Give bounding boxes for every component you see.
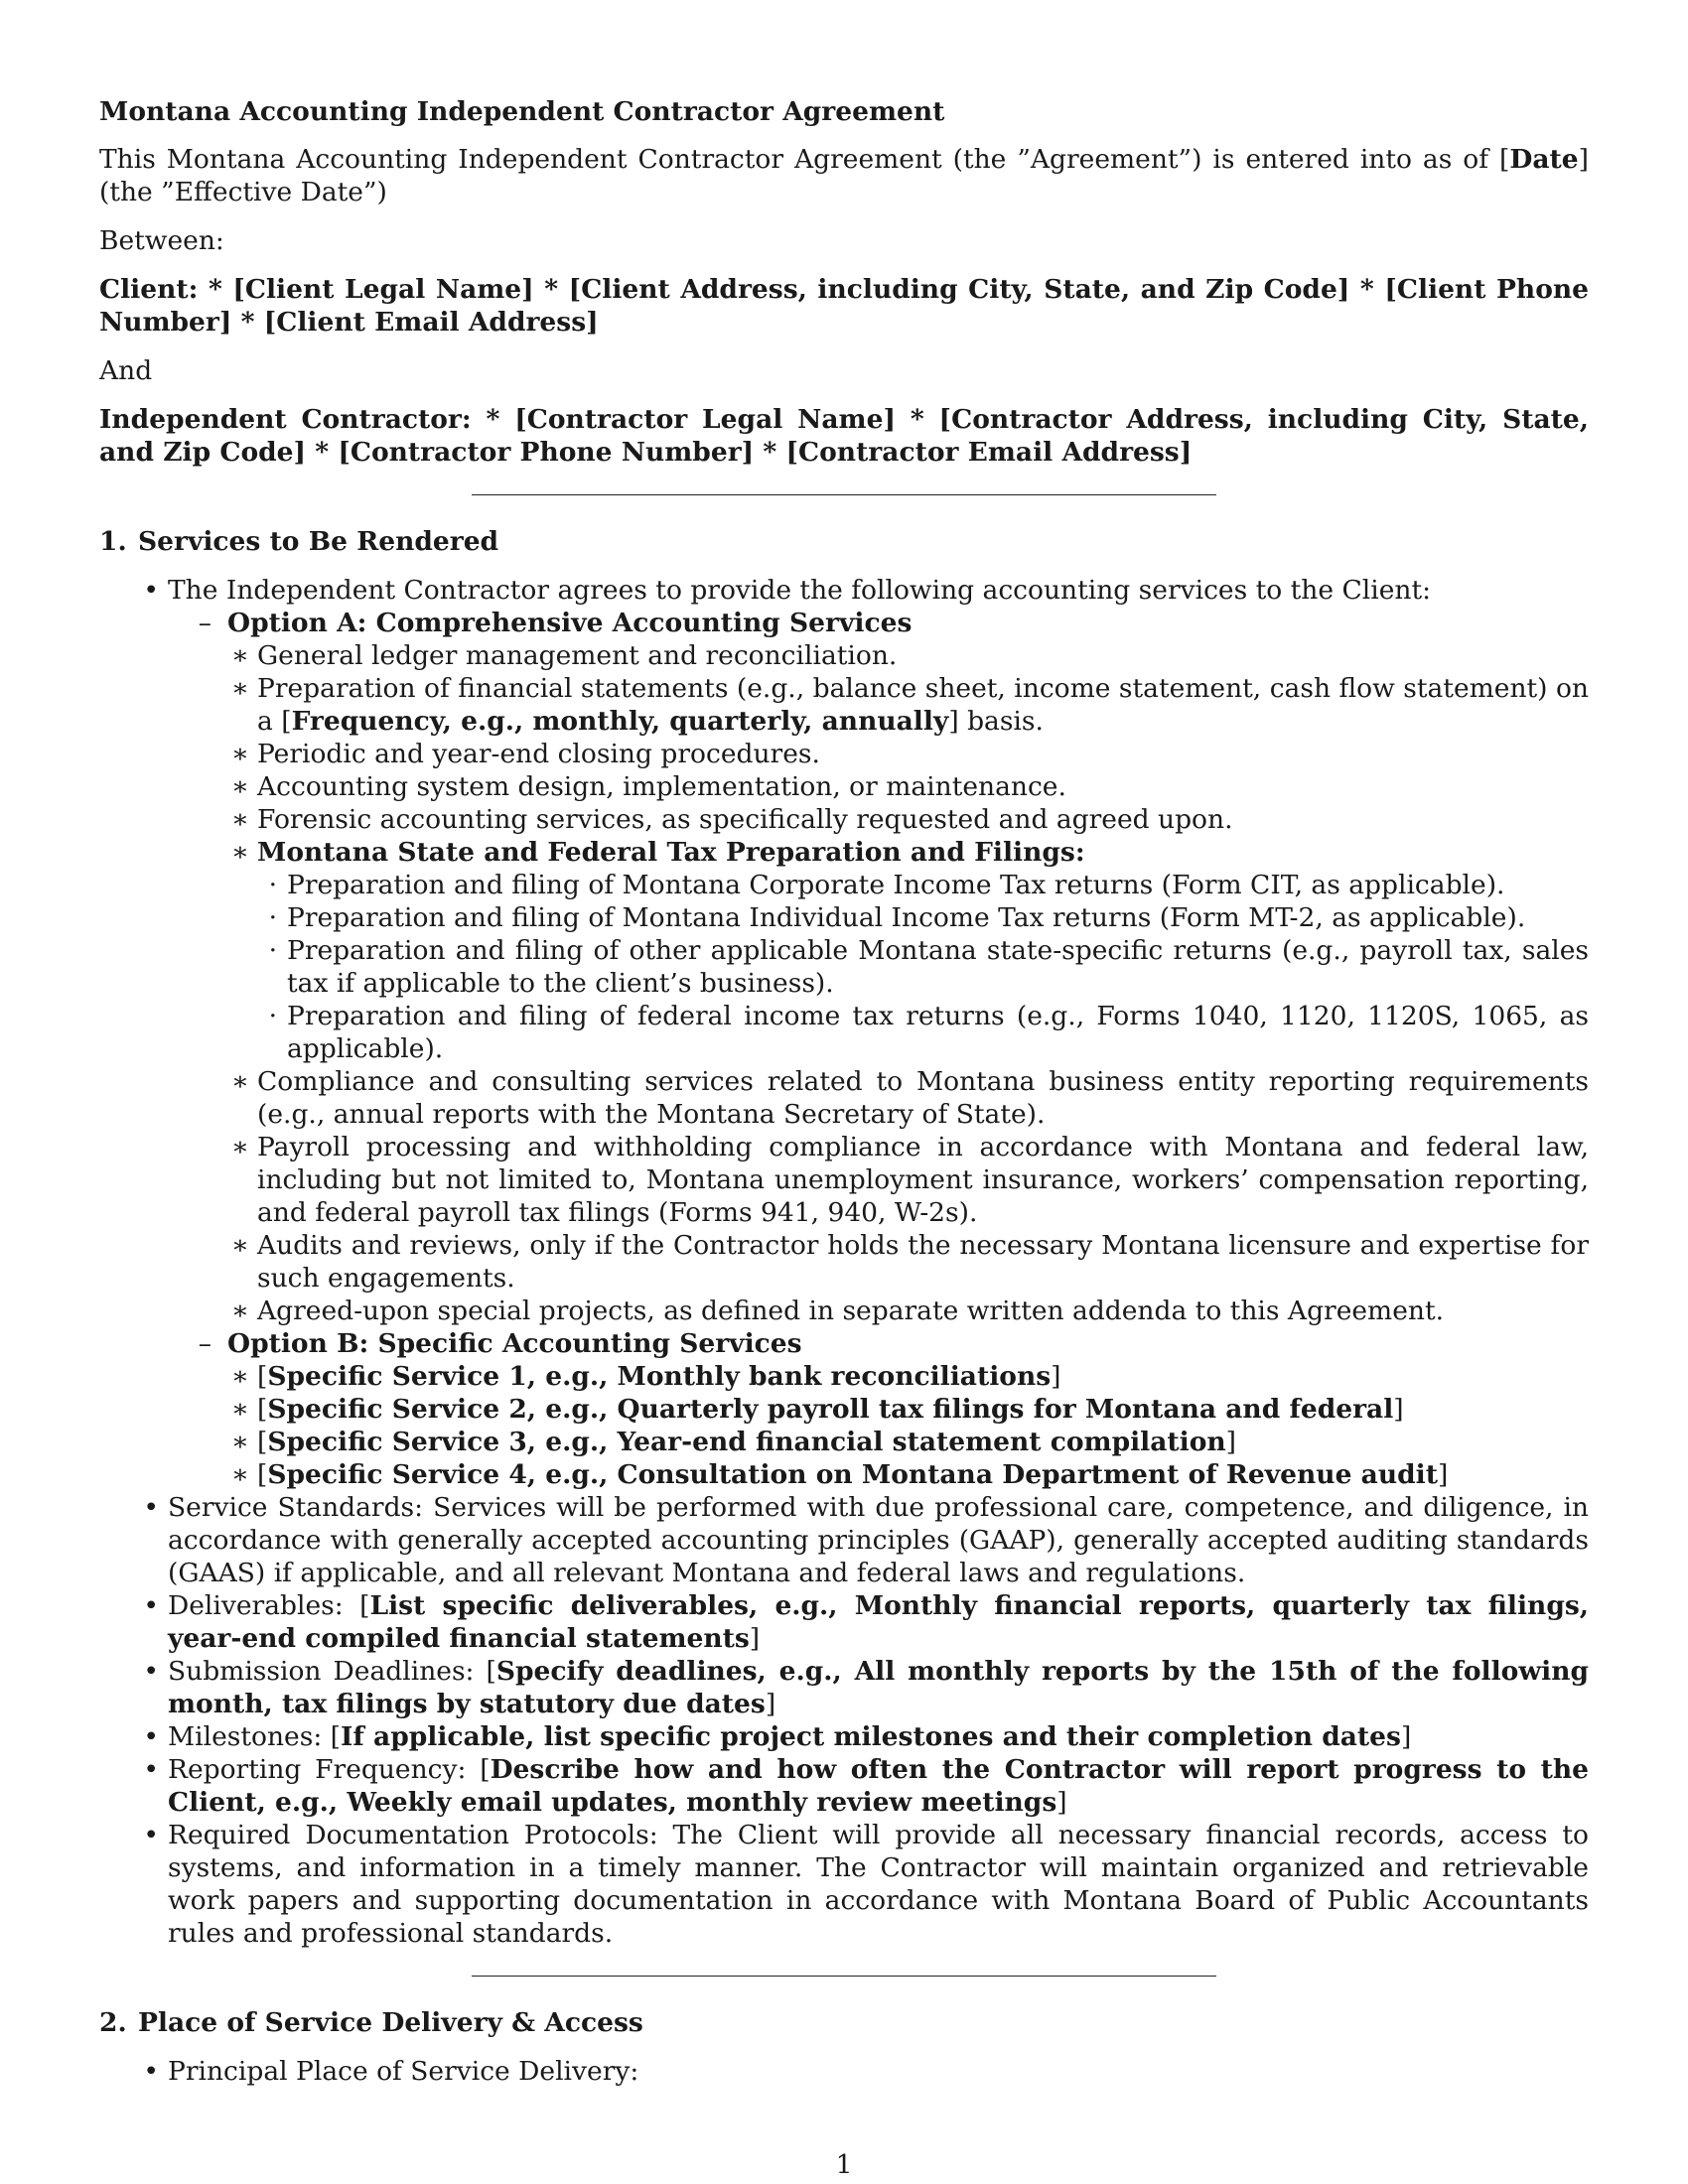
- list-item: ∗ Preparation of financial statements (e.g., balance sheet, income statement, cash flow statement) on a [Frequency, e.g., monthly, quarterly, annually] basis.: [230, 673, 1589, 737]
- service-standards-item: • Service Standards: Services will be performed with due professional care, competence, and diligence, in accordance with generally accepted accounting principles (GAAP), generally accepted auditing standards (GAAS) if applicable, and all relevant Montana and federal laws and regulations.: [143, 1492, 1589, 1588]
- list-item: ∗ [Specific Service 4, e.g., Consultation on Montana Department of Revenue audit]: [230, 1459, 1449, 1490]
- reporting-item: • Reporting Frequency: [Describe how and how often the Contractor will report progress to the Client, e.g., Weekly email updates, monthly review meetings]: [143, 1754, 1589, 1818]
- list-item: ∗ Audits and reviews, only if the Contractor holds the necessary Montana licensure and expertise for such engagements.: [230, 1230, 1589, 1294]
- document-title: Montana Accounting Independent Contractor Agreement: [99, 96, 945, 127]
- list-item: ∗ Compliance and consulting services related to Montana business entity reporting requirements (e.g., annual reports with the Montana Secretary of State).: [230, 1066, 1589, 1130]
- list-item: · Preparation and filing of Montana Corporate Income Tax returns (Form CIT, as applicable).: [268, 870, 1505, 900]
- documentation-item: • Required Documentation Protocols: The Client will provide all necessary financial records, access to systems, and information in a timely manner. The Contractor will maintain organized and retrievable work papers and supporting documentation in accordance with Montana Board of Public Accountants rules and professional standards.: [143, 1820, 1589, 1949]
- intro-paragraph: This Montana Accounting Independent Contractor Agreement (the ”Agreement”) is entered into as of [Date] (the ”Effective Date”): [99, 144, 1589, 207]
- client-block: [99, 273, 1589, 339]
- list-item: • The Independent Contractor agrees to provide the following accounting services to the Client: – Option A: Comprehensive Accounting Services ∗ General ledger management and reconciliation. ∗ Preparation of financial statements (e.g., balance sheet, income statement, cash flow statement) on a [Frequency, e.g., monthly, quarterly, annually] basis. ∗ Periodic and year-end closing procedures. ∗ Accounting system design, implementation, or maintenance. ∗ Forensic accounting services, as specifically requested and agreed upon. ∗ Montana State and Federal Tax Preparation and Filings: · Preparation and filing of Montana Corporate Income Tax returns (Form CIT, as applicable). · Preparation and filing of Montana Individual Income Tax returns (Form MT-2, as applicable). · Preparation and filing of other applicable Montana state-specific returns (e.g., payroll tax, sales tax if applicable to the client’s business). · Preparation and filing of federal income tax returns (e.g., Forms 1040, 1120, 1120S, 1065, as applicable). ∗ Compliance and consulting services related to Montana business entity reporting requirements (e.g., annual reports with the Montana Secretary of State). ∗ Payroll processing and withholding compliance in accordance with Montana and federal law, including but not limited to, Montana unemployment insurance, workers’ compensation reporting, and federal payroll tax filings (Forms 941, 940, W-2s). ∗ Audits and reviews, only if the Contractor holds the necessary Montana licensure and expertise for such engagements. ∗ Agreed-upon special projects, as defined in separate written addenda to this Agreement. – Option B: Specific Accounting Services ∗ [Specific Service 1, e.g., Monthly bank reconciliations] ∗ [Specific Service 2, e.g., Quarterly payroll tax filings for Montana and federal] ∗ [Specific Service 3, e.g., Year-end financial statement compilation] ∗ [Specific Service 4, e.g., Consultation on Montana Department of Revenue audit]: [99, 574, 1589, 1491]
- list-item: · Preparation and filing of federal income tax returns (e.g., Forms 1040, 1120, 1120S, 1065, as applicable).: [268, 1001, 1589, 1064]
- dash-marker: –: [198, 1328, 211, 1359]
- list-item: ∗ Agreed-upon special projects, as defined in separate written addenda to this Agreement.: [230, 1296, 1445, 1326]
- list-item: ∗ Payroll processing and withholding compliance in accordance with Montana and federal law, including but not limited to, Montana unemployment insurance, workers’ compensation reporting, and federal payroll tax filings (Forms 941, 940, W-2s).: [230, 1132, 1589, 1228]
- list-item: • Principal Place of Service Delivery:: [143, 2056, 639, 2087]
- list-item: ∗ Periodic and year-end closing procedures.: [230, 739, 820, 769]
- deliverables-item: • Deliverables: [List specific deliverables, e.g., Monthly financial reports, quarterly tax filings, year-end compiled financial statements]: [143, 1590, 1589, 1654]
- list-item: ∗ Forensic accounting services, as specifically requested and agreed upon.: [230, 804, 1233, 835]
- list-item: ∗ [Specific Service 3, e.g., Year-end financial statement compilation]: [230, 1427, 1236, 1457]
- bullet-marker: •: [143, 575, 159, 606]
- date-placeholder: Date: [1509, 144, 1579, 175]
- contractor-details: * [Contractor Legal Name] * [Contractor Address, including City, State, and Zip Code] * [Contractor Phone Number] * [Contractor Email Address]: [99, 404, 1589, 468]
- list-item: ∗ Accounting system design, implementation, or maintenance.: [230, 771, 1066, 802]
- list-item: ∗ General ledger management and reconciliation.: [230, 640, 898, 671]
- section-1-heading: 1. Services to Be Rendered: [99, 526, 499, 557]
- section-2-heading: 2. Place of Service Delivery & Access: [99, 2007, 643, 2038]
- list-item: ∗ [Specific Service 2, e.g., Quarterly payroll tax filings for Montana and federal]: [230, 1394, 1404, 1425]
- section-1-list: [99, 574, 1589, 1950]
- milestones-item: • Milestones: [If applicable, list specific project milestones and their completion dates]: [143, 1721, 1412, 1752]
- dash-marker: –: [198, 608, 211, 638]
- list-item: ∗ [Specific Service 1, e.g., Monthly bank reconciliations]: [230, 1361, 1061, 1392]
- contractor-block: [99, 403, 1589, 469]
- deadlines-item: • Submission Deadlines: [Specify deadlines, e.g., All monthly reports by the 15th of the following month, tax filings by statutory due dates]: [143, 1656, 1589, 1719]
- client-details: * [Client Legal Name] * [Client Address, including City, State, and Zip Code] * [Client Phone Number] * [Client Email Address]: [99, 274, 1589, 338]
- option-b: – Option B: Specific Accounting Services ∗ [Specific Service 1, e.g., Monthly bank reconciliations] ∗ [Specific Service 2, e.g., Quarterly payroll tax filings for Montana and federal] ∗ [Specific Service 3, e.g., Year-end financial statement compilation] ∗ [Specific Service 4, e.g., Consultation on Montana Department of Revenue audit]: [168, 1327, 1589, 1491]
- tax-filings-item: ∗ Montana State and Federal Tax Preparation and Filings: · Preparation and filing of Montana Corporate Income Tax returns (Form CIT, as applicable). · Preparation and filing of Montana Individual Income Tax returns (Form MT-2, as applicable). · Preparation and filing of other applicable Montana state-specific returns (e.g., payroll tax, sales tax if applicable to the client’s business). · Preparation and filing of federal income tax returns (e.g., Forms 1040, 1120, 1120S, 1065, as applicable).: [230, 837, 1589, 1064]
- divider: [472, 494, 1216, 495]
- page-number: 1: [835, 2149, 853, 2180]
- list-item: · Preparation and filing of other applicable Montana state-specific returns (e.g., payroll tax, sales tax if applicable to the client’s business).: [268, 935, 1589, 999]
- and-label: And: [99, 355, 153, 386]
- list-item: · Preparation and filing of Montana Individual Income Tax returns (Form MT-2, as applicable).: [268, 902, 1526, 933]
- between-label: Between:: [99, 225, 224, 256]
- client-label: Client:: [99, 274, 199, 305]
- document-page: [99, 95, 1589, 2088]
- option-a: – Option A: Comprehensive Accounting Services ∗ General ledger management and reconciliation. ∗ Preparation of financial statements (e.g., balance sheet, income statement, cash flow statement) on a [Frequency, e.g., monthly, quarterly, annually] basis. ∗ Periodic and year-end closing procedures. ∗ Accounting system design, implementation, or maintenance. ∗ Forensic accounting services, as specifically requested and agreed upon. ∗ Montana State and Federal Tax Preparation and Filings: · Preparation and filing of Montana Corporate Income Tax returns (Form CIT, as applicable). · Preparation and filing of Montana Individual Income Tax returns (Form MT-2, as applicable). · Preparation and filing of other applicable Montana state-specific returns (e.g., payroll tax, sales tax if applicable to the client’s business). · Preparation and filing of federal income tax returns (e.g., Forms 1040, 1120, 1120S, 1065, as applicable). ∗ Compliance and consulting services related to Montana business entity reporting requirements (e.g., annual reports with the Montana Secretary of State). ∗ Payroll processing and withholding compliance in accordance with Montana and federal law, including but not limited to, Montana unemployment insurance, workers’ compensation reporting, and federal payroll tax filings (Forms 941, 940, W-2s). ∗ Audits and reviews, only if the Contractor holds the necessary Montana licensure and expertise for such engagements. ∗ Agreed-upon special projects, as defined in separate written addenda to this Agreement.: [168, 607, 1589, 1327]
- contractor-label: Independent Contractor:: [99, 404, 472, 435]
- section-2-list: [99, 2055, 1589, 2088]
- divider: [472, 1976, 1216, 1977]
